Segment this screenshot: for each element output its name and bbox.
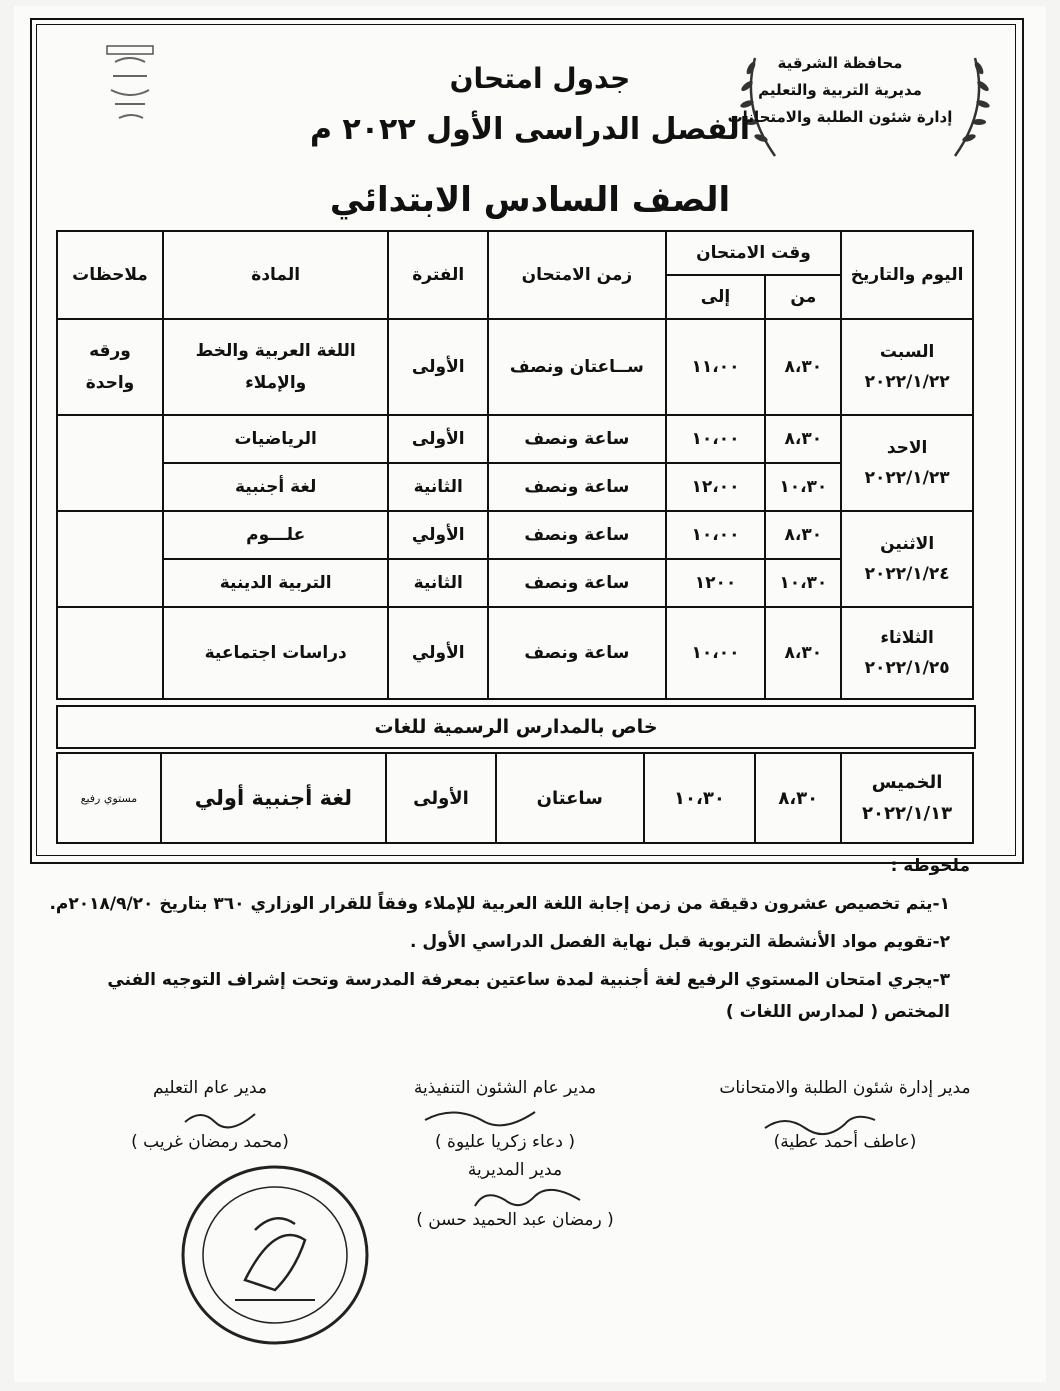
from-cell: ٨،٣٠ bbox=[765, 607, 841, 699]
signatory-name: (محمد رمضان غريب ) bbox=[131, 1132, 289, 1152]
period-cell: الأولي bbox=[388, 607, 488, 699]
signature-icon bbox=[760, 1108, 880, 1138]
to-cell: ١١،٠٠ bbox=[666, 319, 766, 415]
subject-cell: دراسات اجتماعية bbox=[163, 607, 388, 699]
date-label: ٢٠٢٢/١/٢٥ bbox=[864, 658, 950, 678]
duration-cell: ساعة ونصف bbox=[488, 463, 666, 511]
subject-cell: التربية الدينية bbox=[163, 559, 388, 607]
signatory-title: مدير إدارة شئون الطلبة والامتحانات bbox=[719, 1078, 971, 1098]
table-row bbox=[57, 319, 973, 415]
to-cell: ١٢٠٠ bbox=[666, 559, 766, 607]
notes-cell: ورقه واحدة bbox=[57, 319, 163, 415]
period-cell: الأولى bbox=[388, 415, 488, 463]
header-from: من bbox=[765, 275, 841, 319]
notes-cell bbox=[57, 607, 163, 699]
org-line: محافظة الشرقية bbox=[777, 54, 903, 72]
day-date-cell bbox=[841, 415, 973, 511]
note-item: ٢-تقويم مواد الأنشطة التربوية قبل نهاية الفصل الدراسي الأول . bbox=[409, 932, 950, 952]
signatory-title: مدير المديرية bbox=[467, 1160, 563, 1180]
subject-cell: اللغة العربية والخط والإملاء bbox=[163, 319, 388, 415]
day-label: الثلاثاء bbox=[880, 628, 934, 648]
subject-cell: لغة أجنبية أولي bbox=[161, 753, 386, 843]
day-date-cell bbox=[841, 511, 973, 607]
duration-cell: ساعة ونصف bbox=[488, 559, 666, 607]
to-cell: ١٠،٠٠ bbox=[666, 607, 766, 699]
to-cell: ١٢،٠٠ bbox=[666, 463, 766, 511]
note-item: ١-يتم تخصيص عشرون دقيقة من زمن إجابة اللغة العربية للإملاء وفقاً للقرار الوزاري ٣٦٠ بتاريخ ٢٠١٨/٩/٢٠م. bbox=[49, 894, 950, 914]
language-schools-heading: خاص بالمدارس الرسمية للغات bbox=[56, 705, 976, 749]
notes-cell: مستوي رفيع bbox=[57, 753, 161, 843]
notes-cell bbox=[57, 415, 163, 511]
signatory-name: ( دعاء زكريا عليوة ) bbox=[435, 1132, 575, 1152]
table-row bbox=[57, 559, 973, 607]
official-seal-icon bbox=[175, 1160, 375, 1350]
day-date-cell bbox=[841, 753, 973, 843]
day-date-cell bbox=[841, 319, 973, 415]
day-label: الخميس bbox=[871, 772, 943, 793]
note-item: ٣-يجري امتحان المستوي الرفيع لغة أجنبية لمدة ساعتين بمعرفة المدرسة وتحت إشراف التوجيه الفني المختص ( لمدارس اللغات ) bbox=[107, 970, 950, 1022]
day-label: الاثنين bbox=[880, 534, 935, 554]
subject-cell: الرياضيات bbox=[163, 415, 388, 463]
org-line: إدارة شئون الطلبة والامتحانات bbox=[727, 108, 953, 126]
signatory-name: (عاطف أحمد عطية) bbox=[773, 1132, 917, 1152]
header-to: إلى bbox=[666, 275, 766, 319]
duration-cell: ســاعتان ونصف bbox=[488, 319, 666, 415]
notes-section bbox=[40, 850, 970, 1034]
header-subject: المادة bbox=[163, 231, 388, 319]
from-cell: ٨،٣٠ bbox=[765, 415, 841, 463]
from-cell: ١٠،٣٠ bbox=[765, 463, 841, 511]
header-duration: زمن الامتحان bbox=[488, 231, 666, 319]
header-day-date: اليوم والتاريخ bbox=[841, 231, 973, 319]
from-cell: ١٠،٣٠ bbox=[765, 559, 841, 607]
subject-cell: لغة أجنبية bbox=[163, 463, 388, 511]
header-notes: ملاحظات bbox=[57, 231, 163, 319]
stamp-icon bbox=[85, 42, 175, 137]
header-period: الفترة bbox=[388, 231, 488, 319]
table-row bbox=[57, 607, 973, 699]
notes-label: ملحوظة : bbox=[890, 856, 970, 876]
period-cell: الثانية bbox=[388, 559, 488, 607]
language-schools-table bbox=[56, 752, 974, 844]
date-label: ٢٠٢٢/١/٢٤ bbox=[864, 564, 950, 584]
duration-cell: ساعتان bbox=[496, 753, 644, 843]
period-cell: الأولي bbox=[388, 511, 488, 559]
period-cell: الأولى bbox=[386, 753, 496, 843]
table-row bbox=[57, 511, 973, 559]
period-cell: الأولى bbox=[388, 319, 488, 415]
date-label: ٢٠٢٢/١/١٣ bbox=[862, 803, 953, 824]
duration-cell: ساعة ونصف bbox=[488, 607, 666, 699]
org-line: مديرية التربية والتعليم bbox=[758, 81, 922, 99]
period-cell: الثانية bbox=[388, 463, 488, 511]
table-row bbox=[57, 415, 973, 463]
duration-cell: ساعة ونصف bbox=[488, 511, 666, 559]
to-cell: ١٠،٣٠ bbox=[644, 753, 756, 843]
date-label: ٢٠٢٢/١/٢٣ bbox=[864, 468, 950, 488]
page-title: جدول امتحان bbox=[449, 62, 631, 95]
grade-title: الصف السادس الابتدائي bbox=[329, 180, 731, 220]
header-exam-time: وقت الامتحان bbox=[666, 231, 842, 275]
to-cell: ١٠،٠٠ bbox=[666, 511, 766, 559]
day-date-cell bbox=[841, 607, 973, 699]
signature-icon bbox=[180, 1104, 270, 1132]
from-cell: ٨،٣٠ bbox=[765, 319, 841, 415]
to-cell: ١٠،٠٠ bbox=[666, 415, 766, 463]
from-cell: ٨،٣٠ bbox=[755, 753, 841, 843]
page-subtitle: الفصل الدراسى الأول ٢٠٢٢ م bbox=[309, 112, 751, 147]
from-cell: ٨،٣٠ bbox=[765, 511, 841, 559]
duration-cell: ساعة ونصف bbox=[488, 415, 666, 463]
signatory-title: مدير عام التعليم bbox=[152, 1078, 268, 1098]
signature-icon bbox=[470, 1186, 590, 1216]
notes-cell bbox=[57, 511, 163, 607]
table-row bbox=[57, 753, 973, 843]
table-row bbox=[57, 463, 973, 511]
exam-schedule-table bbox=[56, 230, 974, 700]
date-label: ٢٠٢٢/١/٢٢ bbox=[864, 372, 950, 392]
signature-icon bbox=[420, 1102, 540, 1132]
day-label: الاحد bbox=[886, 438, 928, 458]
signatory-title: مدير عام الشئون التنفيذية bbox=[413, 1078, 597, 1098]
signatory-name: ( رمضان عبد الحميد حسن ) bbox=[416, 1210, 614, 1230]
subject-cell: علـــوم bbox=[163, 511, 388, 559]
day-label: السبت bbox=[879, 342, 935, 362]
